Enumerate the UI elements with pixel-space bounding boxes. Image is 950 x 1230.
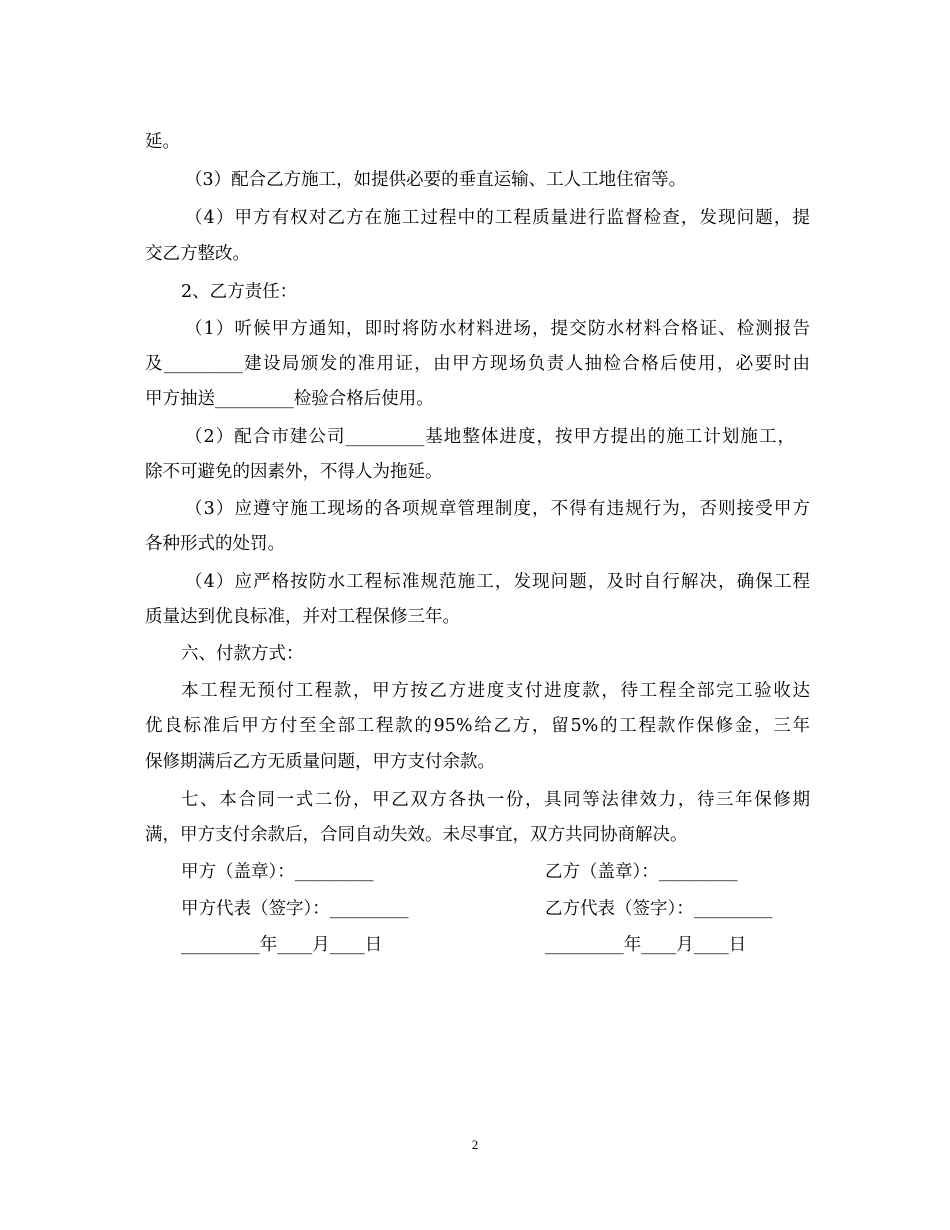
text-line-20: 满，甲方支付余款后，合同自动失效。未尽事宜，双方共同协商解决。 — [145, 825, 688, 845]
text-line-12: 各种形式的处罚。 — [145, 534, 285, 554]
party-b-representative: 乙方代表（签字）：_________ — [545, 899, 773, 919]
text-line-4: 交乙方整改。 — [145, 244, 250, 264]
party-b-seal: 乙方（盖章）：_________ — [545, 862, 738, 882]
text-line-16: 本工程无预付工程款，甲方按乙方进度支付进度款，待工程全部完工验收达 — [181, 681, 810, 701]
text-line-8: 甲方抽送_________检验合格后使用。 — [145, 389, 434, 409]
text-line-13: （4）应严格按防水工程标准规范施工，发现问题，及时自行解决，确保工程 — [185, 572, 810, 592]
text-line-6: （1）听候甲方通知，即时将防水材料进场，提交防水材料合格证、检测报告 — [185, 319, 810, 339]
party-a-seal: 甲方（盖章）：_________ — [181, 862, 374, 882]
text-line-5: 2、乙方责任： — [181, 282, 298, 302]
text-line-17: 优良标准后甲方付至全部工程款的95%给乙方，留5%的工程款作保修金，三年 — [145, 716, 810, 736]
text-line-9: （2）配合市建公司_________基地整体进度，按甲方提出的施工计划施工， — [185, 427, 795, 447]
text-line-14: 质量达到优良标准，并对工程保修三年。 — [145, 607, 460, 627]
text-line-7: 及_________建设局颁发的准用证，由甲方现场负责人抽检合格后使用，必要时由 — [145, 354, 810, 374]
text-line-11: （3）应遵守施工现场的各项规章管理制度，不得有违规行为，否则接受甲方 — [185, 499, 810, 519]
text-line-10: 除不可避免的因素外，不得人为拖延。 — [145, 462, 443, 482]
text-line-19: 七、本合同一式二份，甲乙双方各执一份，具同等法律效力，待三年保修期 — [181, 790, 810, 810]
text-line-3: （4）甲方有权对乙方在施工过程中的工程质量进行监督检查，发现问题，提 — [185, 208, 810, 228]
party-a-representative: 甲方代表（签字）：_________ — [181, 899, 409, 919]
text-line-2: （3）配合乙方施工，如提供必要的垂直运输、工人工地住宿等。 — [185, 170, 687, 190]
text-line-15: 六、付款方式： — [181, 644, 304, 664]
page-number: 2 — [471, 1137, 479, 1152]
text-line-18: 保修期满后乙方无质量问题，甲方支付余款。 — [145, 752, 495, 772]
party-a-date: _________年____月____日 — [181, 935, 383, 955]
party-b-date: _________年____月____日 — [545, 935, 747, 955]
text-line-1: 延。 — [145, 132, 180, 152]
